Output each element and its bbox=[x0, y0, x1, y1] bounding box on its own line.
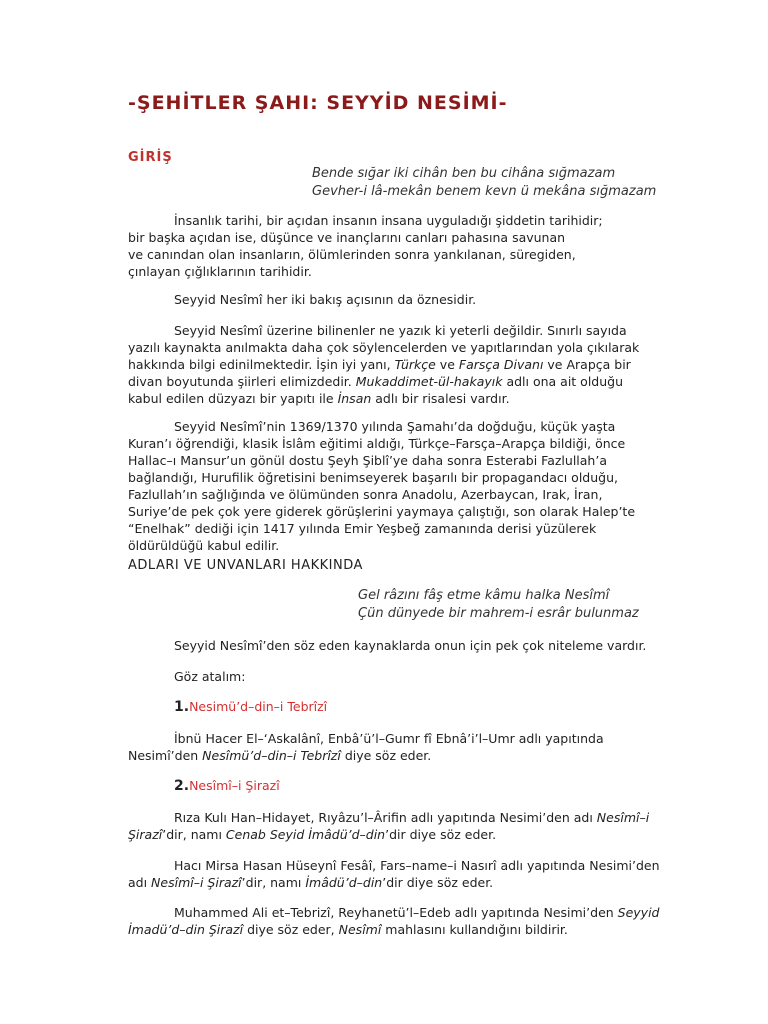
text-run: Nesimî’den bbox=[128, 748, 203, 763]
paragraph-4 bbox=[128, 418, 648, 554]
list-item-title: Nesîmî–i Şirazî bbox=[189, 778, 280, 793]
document-title: -ŞEHİTLER ŞAHI: SEYYİD NESİMİ- bbox=[128, 92, 508, 114]
text-run: ’dir, namı bbox=[241, 875, 306, 890]
paragraph-1 bbox=[128, 212, 648, 280]
list-number: 2. bbox=[174, 778, 190, 794]
text-run: ’dir, namı bbox=[162, 827, 226, 842]
text-run: ’dir diye söz eder. bbox=[382, 875, 494, 890]
text-line: ve canından olan insanların, ölümlerinden sonra yankılanan, süregiden, bbox=[128, 247, 576, 262]
verse-line: Gel râzını fâş etme kâmu halka Nesîmî bbox=[358, 588, 610, 603]
text-line: Seyyid Nesîmî her iki bakış açısının da öznesidir. bbox=[174, 292, 477, 307]
text-line bbox=[128, 356, 648, 373]
text-run: Rıza Kulı Han–Hidayet, Rıyâzu’l–Ârifin adlı yapıtında Nesimi’den adı bbox=[174, 810, 597, 825]
italic-name: İmâdü’d–din bbox=[305, 875, 383, 890]
list-item-title: Nesimü’d–din–i Tebrîzî bbox=[189, 699, 328, 714]
text-run: ’dir diye söz eder. bbox=[385, 827, 497, 842]
text-line: Hacı Mirsa Hasan Hüseynî Fesâî, Fars–name–i Nasırî adlı yapıtında Nesimi’den bbox=[174, 858, 660, 873]
text-line: bağlandığı, Hurufilik öğretisini benimseyerek başarılı bir propagandacı olduğu, bbox=[128, 470, 618, 485]
text-run: ve Arapça bir bbox=[543, 357, 631, 372]
text-line bbox=[128, 874, 648, 891]
italic-name: Şirazî bbox=[128, 827, 163, 842]
text-line bbox=[128, 921, 648, 938]
text-line: Fazlullah’ın sağlığında ve ölümünden sonra Anadolu, Azerbaycan, Irak, İran, bbox=[128, 487, 603, 502]
list-item-2-heading bbox=[174, 778, 280, 794]
list-item-2-para-b bbox=[128, 857, 660, 891]
list-item-1-heading bbox=[174, 699, 327, 715]
text-run: diye söz eder. bbox=[340, 748, 432, 763]
paragraph-5 bbox=[128, 637, 648, 654]
italic-name: Seyyid bbox=[617, 905, 660, 920]
list-item-1-body bbox=[128, 730, 648, 764]
text-line: Seyyid Nesîmî’den söz eden kaynaklarda onun için pek çok niteleme vardır. bbox=[174, 638, 647, 653]
italic-name: Nesîmî–i Şirazî bbox=[151, 875, 242, 890]
list-item-2-para-c bbox=[128, 904, 660, 938]
text-line: İnsanlık tarihi, bir açıdan insanın insana uyguladığı şiddetin tarihidir; bbox=[174, 213, 603, 228]
text-run: ve bbox=[435, 357, 459, 372]
verse-line: Bende sığar iki cihân ben bu cihâna sığmazam bbox=[312, 166, 616, 181]
text-run: adlı ona ait olduğu bbox=[502, 374, 624, 389]
italic-title: Türkçe bbox=[394, 357, 436, 372]
section-heading-adlar: ADLARI VE UNVANLARI HAKKINDA bbox=[128, 558, 363, 573]
text-line: Göz atalım: bbox=[174, 669, 246, 684]
italic-name: İmadü’d–din Şirazî bbox=[128, 922, 244, 937]
text-run: mahlasını kullandığını bildirir. bbox=[381, 922, 568, 937]
italic-name: Nesîmî bbox=[338, 922, 382, 937]
text-run: adı bbox=[128, 875, 152, 890]
text-line: çınlayan çığlıklarının tarihidir. bbox=[128, 264, 312, 279]
verse-adlar bbox=[358, 587, 639, 623]
paragraph-6 bbox=[128, 668, 648, 685]
text-line bbox=[128, 809, 648, 826]
text-run: adlı bir risalesi vardır. bbox=[371, 391, 510, 406]
text-line: Suriye’de pek çok yere giderek görüşlerini yaymaya çalıştığı, son olarak Halep’te bbox=[128, 504, 636, 519]
text-line: “Enelhak” dediği için 1417 yılında Emir Yeşbeğ zamanında derisi yüzülerek bbox=[128, 521, 597, 536]
text-line: İbnü Hacer El–‘Askalânî, Enbâ’ü’l–Gumr fî Ebnâ’i’l–Umr adlı yapıtında bbox=[174, 731, 604, 746]
text-run: kabul edilen düzyazı bir yapıtı ile bbox=[128, 391, 338, 406]
verse-line: Gevher-i lâ-mekân benem kevn ü mekâna sığmazam bbox=[312, 184, 657, 199]
text-line: yazılı kaynakta anılmakta daha çok söylencelerden ve yapıtlarından yola çıkılarak bbox=[128, 340, 640, 355]
text-run: Muhammed Ali et–Tebrizî, Reyhanetü’l–Edeb adlı yapıtında Nesimi’den bbox=[174, 905, 618, 920]
text-line bbox=[128, 373, 648, 390]
text-line: öldürüldüğü kabul edilir. bbox=[128, 538, 280, 553]
text-run: divan boyutunda şiirleri elimizdedir. bbox=[128, 374, 356, 389]
paragraph-2 bbox=[128, 291, 648, 308]
list-number: 1. bbox=[174, 699, 190, 715]
list-item-2-para-a bbox=[128, 809, 648, 843]
italic-title: Farsça Divanı bbox=[458, 357, 544, 372]
text-line bbox=[128, 747, 648, 764]
text-line: Seyyid Nesîmî üzerine bilinenler ne yazık ki yeterli değildir. Sınırlı sayıda bbox=[174, 323, 627, 338]
text-run: hakkında bilgi edinilmektedir. İşin iyi yanı, bbox=[128, 357, 395, 372]
paragraph-3 bbox=[128, 322, 648, 407]
text-line bbox=[128, 826, 648, 843]
text-line: bir başka açıdan ise, düşünce ve inançlarını canları pahasına savunan bbox=[128, 230, 566, 245]
italic-name: Nesîmî–i bbox=[596, 810, 650, 825]
italic-title: Mukaddimet-ül-hakayık bbox=[355, 374, 503, 389]
text-line: Hallac–ı Mansur’un gönül dostu Şeyh Şiblî’ye daha sonra Esterabi Fazlullah’a bbox=[128, 453, 607, 468]
text-line bbox=[128, 904, 660, 921]
verse-giris bbox=[312, 165, 656, 201]
section-heading-giris: GİRİŞ bbox=[128, 150, 173, 165]
text-run: diye söz eder, bbox=[243, 922, 339, 937]
text-line: Kuran’ı öğrendiği, klasik İslâm eğitimi aldığı, Türkçe–Farsça–Arapça bildiği, önce bbox=[128, 436, 626, 451]
text-line bbox=[128, 390, 648, 407]
italic-name: Nesîmü’d–din–i Tebrîzî bbox=[202, 748, 341, 763]
italic-title: İnsan bbox=[337, 391, 372, 406]
verse-line: Çün dünyede bir mahrem-i esrâr bulunmaz bbox=[358, 606, 639, 621]
italic-name: Cenab Seyid İmâdü’d–din bbox=[225, 827, 386, 842]
text-line: Seyyid Nesîmî’nin 1369/1370 yılında Şamahı’da doğduğu, küçük yaşta bbox=[174, 419, 616, 434]
